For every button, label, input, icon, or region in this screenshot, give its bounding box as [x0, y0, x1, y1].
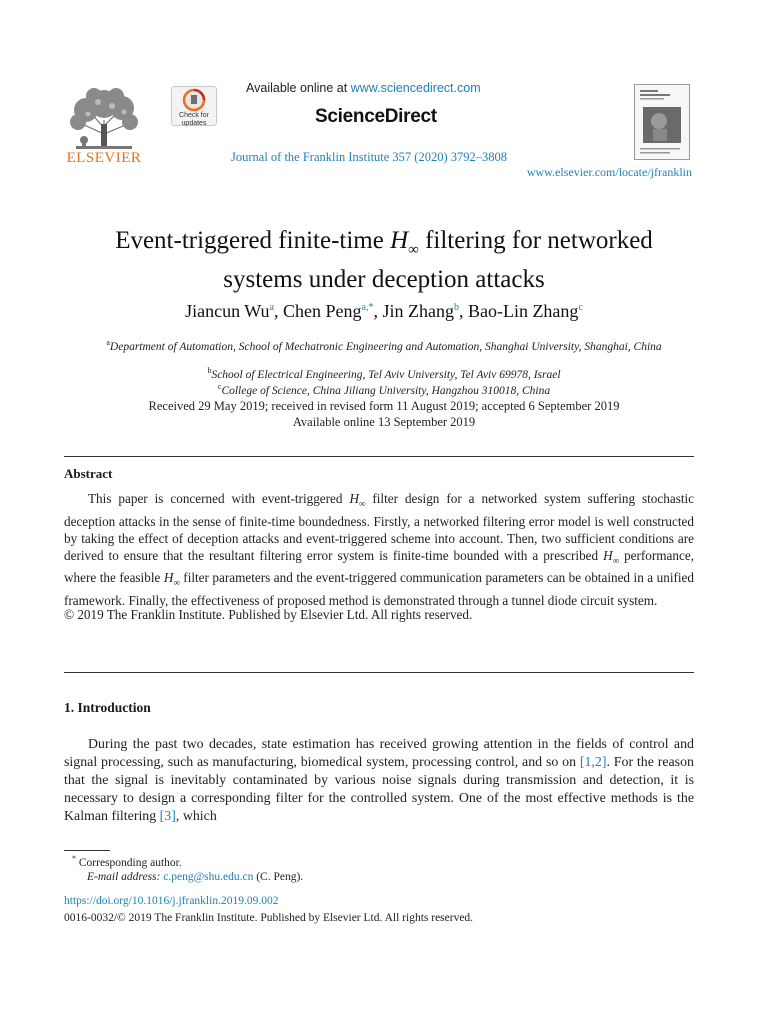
journal-citation[interactable]: Journal of the Franklin Institute 357 (2020) 3792–3808 — [231, 150, 508, 164]
title-part: Event-triggered finite-time — [115, 227, 391, 254]
title-infinity-symbol: ∞ — [408, 242, 419, 258]
author-affiliation-mark[interactable]: c — [578, 302, 583, 313]
section-heading-introduction: 1. Introduction — [64, 700, 151, 715]
divider — [64, 672, 694, 673]
email-label: E-mail address: — [87, 871, 164, 883]
author-affiliation-mark[interactable]: b — [453, 302, 459, 313]
title-part: filtering for networked — [418, 227, 653, 254]
intro-part: , which — [175, 809, 217, 824]
infinity-symbol: ∞ — [612, 555, 620, 566]
affiliation-mark: c — [217, 382, 222, 391]
abstract-part: This paper is concerned with event-triggered — [88, 491, 350, 506]
author-name[interactable]: Jin Zhang — [382, 301, 454, 321]
footnote-divider — [64, 850, 110, 851]
introduction-text — [64, 736, 694, 826]
affiliation-a — [64, 335, 704, 355]
received-dates: Received 29 May 2019; received in revised form 11 August 2019; accepted 6 September 2019 — [148, 399, 620, 413]
title-line-2: systems under deception attacks — [223, 266, 545, 293]
available-prefix: Available online at — [246, 81, 351, 95]
divider — [64, 456, 694, 457]
intro-part: . For the reason that the signal is inevitably contaminated by various noise signals during transmission and detection, it is necessary to design a corresponding filter for the controlled system. One of the most effective methods is the Kalman filtering — [64, 755, 694, 824]
available-online-date: Available online 13 September 2019 — [292, 415, 476, 429]
author-affiliation-mark[interactable]: a — [269, 302, 274, 313]
doi-link[interactable]: https://doi.org/10.1016/j.jfranklin.2019.09.002 — [64, 895, 279, 907]
affiliation-text: Department of Automation, School of Mechatronic Engineering and Automation, Shanghai University, Shanghai, China — [109, 340, 662, 353]
author-name[interactable]: Jiancun Wu — [185, 301, 270, 321]
author-name[interactable]: Bao-Lin Zhang — [467, 301, 579, 321]
affiliation-c — [64, 379, 704, 399]
h-symbol: H — [349, 491, 359, 506]
corresponding-author-note — [72, 854, 182, 869]
article-title — [40, 226, 728, 295]
h-symbol: H — [603, 547, 613, 563]
publisher-wordmark: ELSEVIER — [66, 150, 142, 166]
sciencedirect-brand: ScienceDirect — [315, 106, 437, 127]
corresponding-author-label: Corresponding author. — [78, 856, 182, 869]
affiliation-mark: b — [207, 366, 212, 375]
footnote-mark: * — [72, 854, 76, 863]
title-h-symbol: H — [390, 227, 409, 254]
abstract-part: filter parameters and the event-triggered communication parameters can be obtained in a unified framework. Finally, the effectiveness of proposed method is demonstrated through a tunnel diode circuit system. — [64, 570, 694, 608]
journal-homepage-link[interactable]: www.elsevier.com/locate/jfranklin — [526, 165, 692, 179]
affiliation-mark: a — [106, 338, 110, 347]
author-list: Jiancun Wu$^a$, Chen Peng$^{a,*}$, Jin Zhang$^b$, Bao-Lin Zhang$^c$ — [185, 301, 583, 321]
author-name[interactable]: Chen Peng — [283, 301, 362, 321]
available-online-line — [246, 81, 481, 95]
h-symbol: H — [163, 570, 174, 586]
abstract-part: filter design for a networked system suffering stochastic deception attacks in the sense of finite-time boundedness. Firstly, a networked filtering error model is well constructed by taking the effect of deception attacks and event-triggered scheme into account. Then, two sufficient conditions are derived to ensure that the resultant filtering error system is finite-time bounded with a prescribed — [64, 491, 695, 563]
infinity-symbol: ∞ — [358, 498, 366, 509]
sciencedirect-link[interactable]: www.sciencedirect.com — [350, 81, 481, 95]
author-affiliation-mark[interactable]: a,* — [361, 302, 374, 313]
email-link[interactable]: c.peng@shu.edu.cn — [163, 871, 254, 883]
abstract-text — [64, 490, 694, 609]
infinity-symbol: ∞ — [173, 577, 180, 588]
abstract-part: performance, where the feasible — [64, 547, 694, 586]
copyright-notice: © 2019 The Franklin Institute. Published by Elsevier Ltd. All rights reserved. — [64, 607, 473, 622]
email-note — [87, 871, 303, 883]
check-for-updates-label: Check for updates — [179, 112, 209, 127]
journal-cover-thumbnail[interactable] — [634, 84, 690, 160]
affiliation-text: College of Science, China Jiliang University, Hangzhou 310018, China — [221, 384, 551, 397]
abstract-heading: Abstract — [64, 466, 113, 481]
citation-link[interactable]: [1,2] — [579, 755, 607, 770]
citation-link[interactable]: [3] — [159, 809, 176, 824]
affiliation-text: School of Electrical Engineering, Tel Aviv University, Tel Aviv 69978, Israel — [211, 368, 561, 381]
issn-copyright: 0016-0032/© 2019 The Franklin Institute. Published by Elsevier Ltd. All rights reserved. — [64, 912, 474, 924]
intro-part: During the past two decades, state estimation has received growing attention in the fields of control and signal processing, such as manufacturing, biomedical system, processing control, and so on — [64, 737, 694, 770]
email-suffix: (C. Peng). — [253, 871, 304, 883]
